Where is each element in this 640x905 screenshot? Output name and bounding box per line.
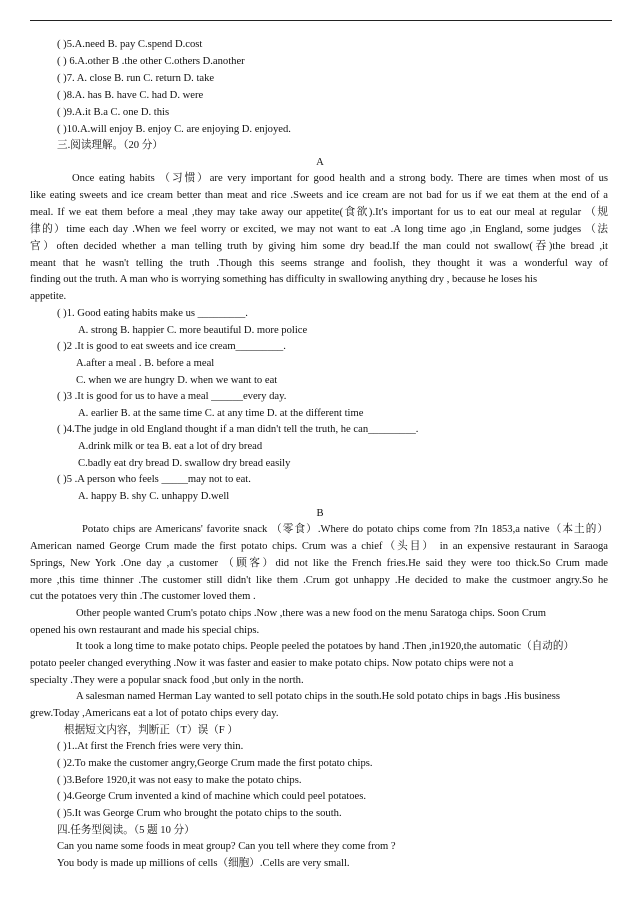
text-line: Springs, New York .One day ,a customer （顾客）did not like the French fries.He said they were too thick.So Crum made [30,558,608,569]
text-line: A. happy B. shy C. unhappy D.well [78,491,230,502]
text-line: American named George Crum made the first potato chips. Crum was a chief（头目） in an expensive restaurant in Saraoga [30,541,608,552]
text-line: You body is made up millions of cells（细胞）.Cells are very small. [57,858,350,869]
text-line: Can you name some foods in meat group? Can you tell where they come from ? [57,841,396,852]
text-line: ( ) 6.A.other B .the other C.others D.another [57,56,245,67]
text-line: A.drink milk or tea B. eat a lot of dry bread [78,441,263,452]
text-line: like eating sweets and ice cream better than meat and rice .Sweets and ice cream are not bad for us if we eat them at the end of a [30,190,608,201]
text-line: B [316,508,324,519]
text-line: ( )10.A.will enjoy B. enjoy C. are enjoying D. enjoyed. [57,124,291,135]
text-line: potato peeler changed everything .Now it was faster and easier to make potato chips. Now potato chips were not a [30,658,514,669]
text-line: specialty .They were a popular snack food ,but only in the north. [30,675,304,686]
text-line: C.badly eat dry bread D. swallow dry bread easily [78,458,291,469]
text-line: appetite. [30,291,67,302]
text-line: 根据短文内容，判断正（T）误（F ） [64,725,238,736]
text-line: ( )1. Good eating habits make us _________. [57,308,248,319]
text-line: It took a long time to make potato chips. People peeled the potatoes by hand .Then ,in1920,the automatic（自动的） [76,641,575,652]
text-line: A salesman named Herman Lay wanted to sell potato chips in the south.He sold potato chips in bags .His business [76,691,560,702]
text-line: grew.Today ,Americans eat a lot of potato chips every day. [30,708,279,719]
text-line: ( )9.A.it B.a C. one D. this [57,107,170,118]
text-line: ( )7. A. close B. run C. return D. take [57,73,215,84]
text-line: 四.任务型阅读。（5 题 10 分） [57,825,195,836]
text-line: 律的）time each day .When we feel worry or excited, we may not want to eat .A long time ago ,in England, some judges （法 [30,224,608,235]
text-line: Once eating habits （习惯）are very important for good health and a strong body. There are times when most of us [72,173,608,184]
text-line: Potato chips are Americans' favorite snack （零食）.Where do potato chips come from ?In 1853,a native（本土的） [82,524,608,535]
text-line: ( )5.It was George Crum who brought the potato chips to the south. [57,808,342,819]
text-line: A [316,157,324,168]
text-line: 官）often decided whether a man telling truth by giving him some dry bead.If the man could not swallow(吞)the bread ,it [30,241,608,252]
text-line: ( )4.George Crum invented a kind of machine which could peel potatoes. [57,791,366,802]
text-line: ( )3.Before 1920,it was not easy to make the potato chips. [57,775,302,786]
text-line: ( )2 .It is good to eat sweets and ice cream_________. [57,341,286,352]
text-line: ( )5.A.need B. pay C.spend D.cost [57,39,203,50]
text-line: finding out the truth. A man who is worrying something has difficulty in swallowing anything dry , because he loses his [30,274,538,285]
text-line: Other people wanted Crum's potato chips .Now ,there was a new food on the menu Saratoga chips. Soon Crum [76,608,546,619]
text-line: ( )8.A. has B. have C. had D. were [57,90,204,101]
text-line: meal. If we eat them before a meal ,they may take away our appetite(食欲).It's important for us to eat our meal at regular （规 [30,207,608,218]
text-line: A. earlier B. at the same time C. at any time D. at the different time [78,408,364,419]
text-line: ( )3 .It is good for us to have a meal ______every day. [57,391,287,402]
text-line: ( )2.To make the customer angry,George Crum made the first potato chips. [57,758,373,769]
text-line: A. strong B. happier C. more beautiful D. more police [78,325,308,336]
text-line: ( )5 .A person who feels _____may not to eat. [57,474,251,485]
text-line: ( )4.The judge in old England thought if a man didn't tell the truth, he can_________. [57,424,419,435]
text-line: cut the potatoes very thin .The customer loved them . [30,591,256,602]
text-line: C. when we are hungry D. when we want to eat [76,375,278,386]
text-line: meant that he wasn't telling the truth .Though this seems strange and foolish, they thought it was a wonderful way of [30,258,608,269]
text-line: A.after a meal . B. before a meal [76,358,215,369]
text-line: more ,this time thinner .The customer still didn't like them .Crum got unhappy .He decided to make the custmoer angry.So he [30,575,608,586]
text-line: opened his own restaurant and made his special chips. [30,625,260,636]
text-line: ( )1..At first the French fries were very thin. [57,741,244,752]
text-line: 三.阅读理解。（20 分） [57,140,163,151]
top-rule [30,20,612,21]
